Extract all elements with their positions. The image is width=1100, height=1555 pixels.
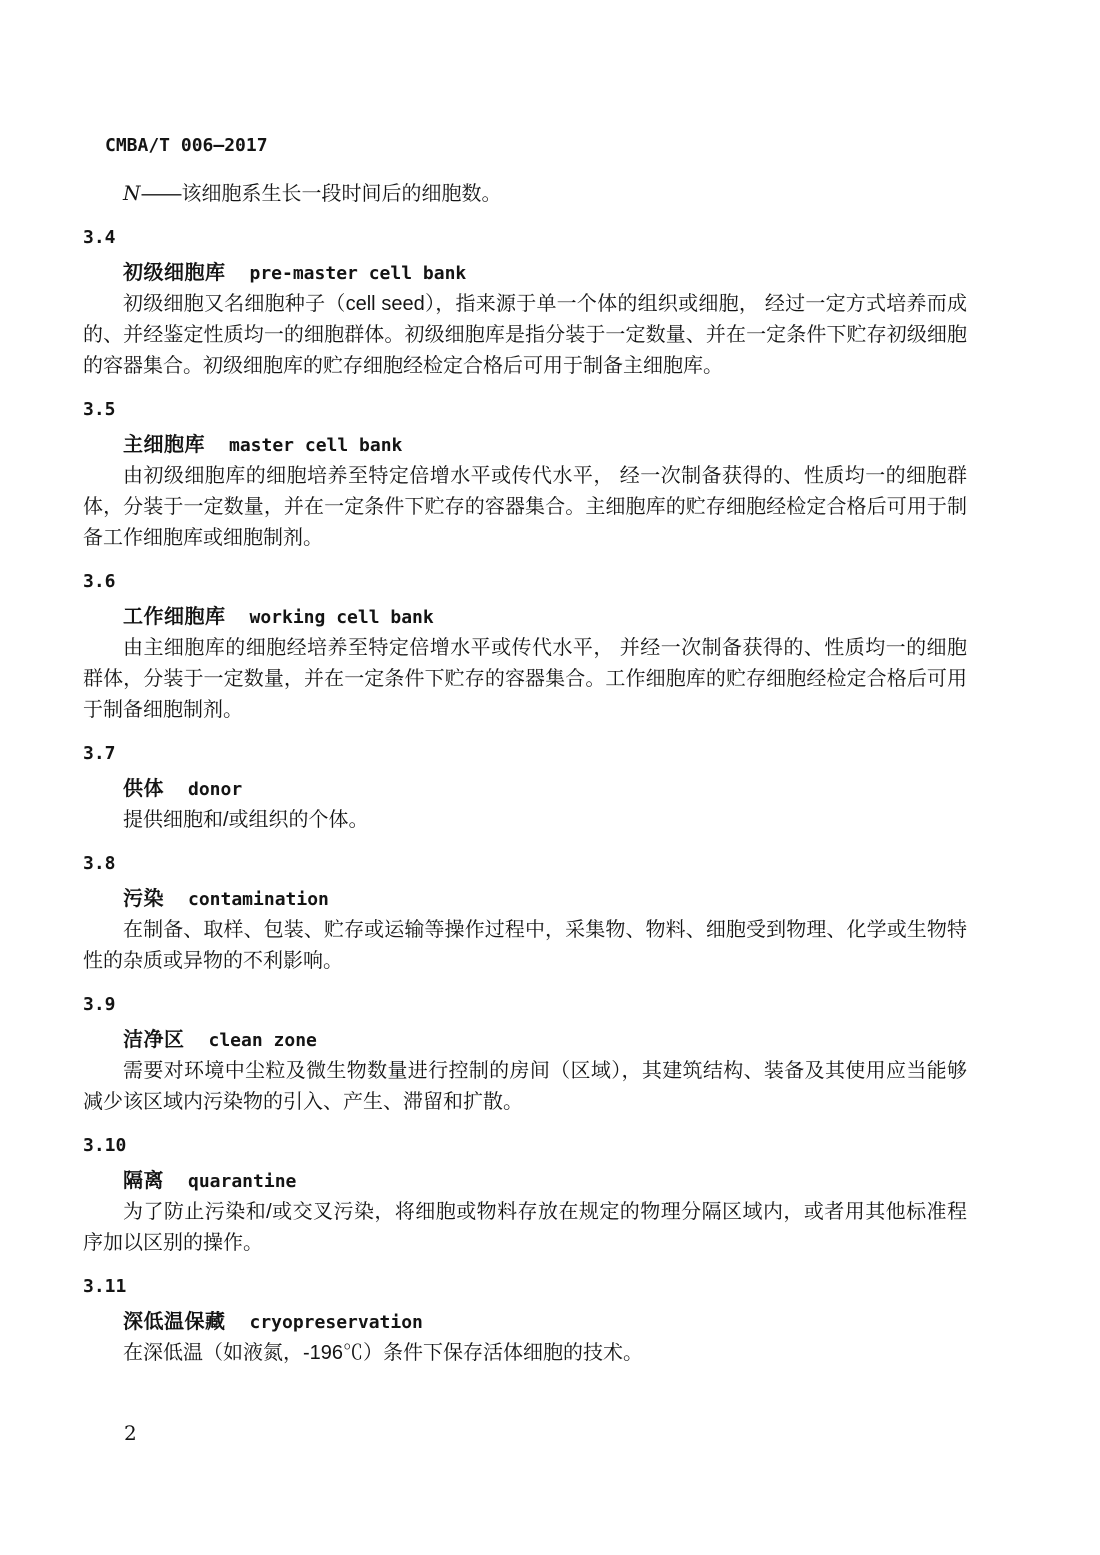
term-definition: 提供细胞和/或组织的个体。 [123,809,369,831]
section-number: 3.8 [83,853,116,874]
term-chinese: 洁净区 [123,1029,185,1051]
symbol-definition-line [83,178,967,210]
term-section [83,1271,967,1369]
section-number: 3.11 [83,1276,127,1297]
term-definition: 为了防止污染和/或交叉污染，将细胞或物料存放在规定的物理分隔区域内，或者用其他标准程序加以区别的操作。 [83,1201,967,1254]
term-definition: 初级细胞又名细胞种子（cell seed），指来源于单一个体的组织或细胞， 经过一定方式培养而成的、并经鉴定性质均一的细胞群体。初级细胞库是指分装于一定数量、并在一定条件下贮存初级细胞的容器集合。初级细胞库的贮存细胞经检定合格后可用于制备主细胞库。 [83,293,967,377]
section-number: 3.10 [83,1135,127,1156]
term-heading [83,774,967,805]
term-heading [83,884,967,915]
term-english: contamination [188,889,329,910]
term-heading [83,1025,967,1056]
term-chinese: 主细胞库 [123,434,205,456]
section-number: 3.7 [83,743,116,764]
term-chinese: 初级细胞库 [123,262,226,284]
term-chinese: 隔离 [123,1170,164,1192]
term-english: quarantine [188,1171,297,1192]
section-number: 3.4 [83,227,116,248]
page-number: 2 [124,1421,137,1445]
term-definition: 由主细胞库的细胞经培养至特定倍增水平或传代水平， 并经一次制备获得的、性质均一的细胞群体，分装于一定数量，并在一定条件下贮存的容器集合。工作细胞库的贮存细胞经检定合格后可用于制备细胞制剂。 [83,637,967,721]
term-definition: 由初级细胞库的细胞培养至特定倍增水平或传代水平， 经一次制备获得的、性质均一的细胞群体，分装于一定数量，并在一定条件下贮存的容器集合。主细胞库的贮存细胞经检定合格后可用于制备工作细胞库或细胞制剂。 [83,465,967,549]
section-number: 3.9 [83,994,116,1015]
term-chinese: 工作细胞库 [123,606,226,628]
term-english: clean zone [208,1030,317,1051]
term-chinese: 深低温保藏 [123,1311,226,1333]
term-chinese: 污染 [123,888,164,910]
term-section [83,394,967,554]
term-english: cryopreservation [249,1312,423,1333]
section-number: 3.5 [83,399,116,420]
term-section [83,1130,967,1259]
doc-number: CMBA/T 006—2017 [105,135,268,156]
term-english: donor [188,779,243,800]
symbol-definition-text: ——该细胞系生长一段时间后的细胞数。 [141,183,502,205]
term-heading [83,602,967,633]
term-section [83,848,967,977]
term-heading [83,1307,967,1338]
section-number: 3.6 [83,571,116,592]
term-definition: 需要对环境中尘粒及微生物数量进行控制的房间（区域），其建筑结构、装备及其使用应当能够减少该区域内污染物的引入、产生、滞留和扩散。 [83,1060,967,1113]
term-english: pre-master cell bank [249,263,467,284]
term-section [83,566,967,726]
term-section [83,989,967,1118]
terms-list [83,222,967,1369]
term-definition: 在制备、取样、包装、贮存或运输等操作过程中，采集物、物料、细胞受到物理、化学或生物特性的杂质或异物的不利影响。 [83,919,967,972]
term-heading [83,430,967,461]
term-english: working cell bank [249,607,434,628]
symbol-n: N [123,181,141,205]
term-english: master cell bank [229,435,403,456]
term-section [83,222,967,382]
term-chinese: 供体 [123,778,164,800]
term-section [83,738,967,836]
term-heading [83,258,967,289]
term-heading [83,1166,967,1197]
term-definition: 在深低温（如液氮，-196℃）条件下保存活体细胞的技术。 [123,1342,644,1364]
page-header [83,130,967,161]
